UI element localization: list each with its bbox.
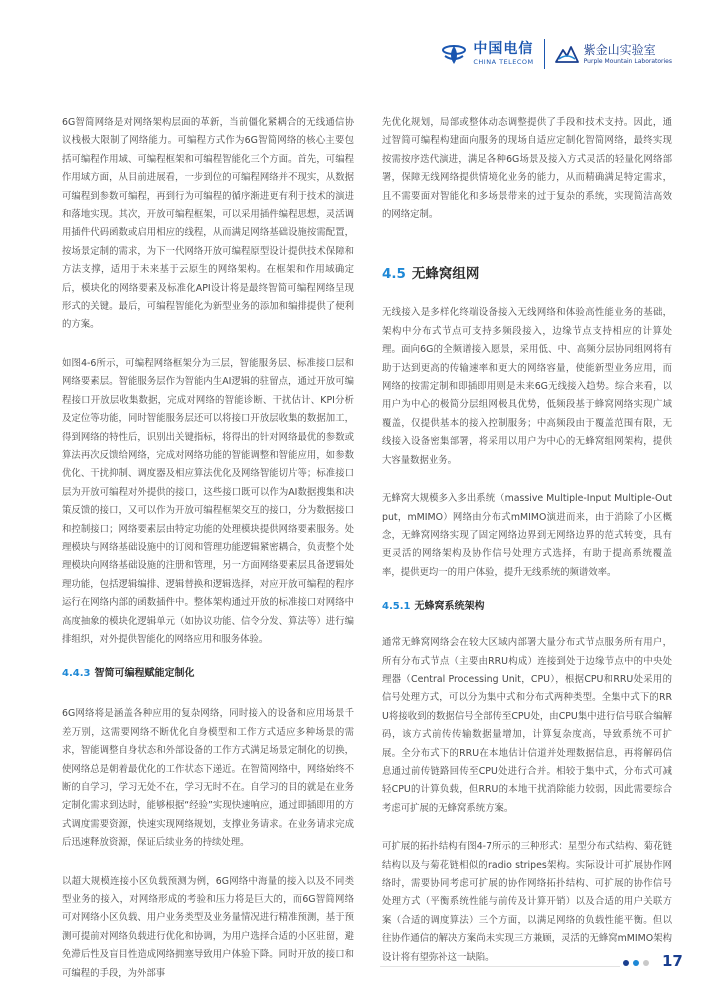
paragraph: 可扩展的拓扑结构有图4-7所示的三种形式：星型分布式结构、菊花链结构以及与菊花链相似的radio stripes架构。实际设计可扩展协作网络时，需要协同考虑可扩展的协作网络拓扑结构、可扩展的协作信号处理方式（平衡系统性能与前传及计算开销）以及合适的用户关联方案（合适的调度算法）三个方面，以满足网络的负载性能平衡。但以往协作通信的解决方案尚未实现三方兼顾，灵活的无蜂窝mMIMO架构设计将有望弥补这一缺陷。 xyxy=(382,841,672,963)
paragraph: 无蜂窝大规模多入多出系统（massive Multiple-Input Multiple-Output，mMIMO）网络由分布式mMIMO演进而来，由于消除了小区概念，无蜂窝网络实现了固定网络边界到无网络边界的范式转变，具有更灵活的网络架构及协作信号处理方式选择，有助于提高系统覆盖率，提供更均一的用户体验，提升无线系统的频谱效率。 xyxy=(382,493,672,578)
china-telecom-name-en: CHINA TELECOM xyxy=(473,58,534,67)
subsection-title: 智简可编程赋能定制化 xyxy=(94,668,195,680)
footer-dot xyxy=(623,960,629,966)
right-column xyxy=(382,114,672,967)
footer-dot xyxy=(643,960,649,966)
left-column xyxy=(62,114,354,983)
paragraph: 如图4-6所示，可编程网络框架分为三层，智能服务层、标准接口层和网络要素层。智能服务层作为智能内生AI逻辑的驻留点，通过开放可编程接口开放层收集数据，完成对网络的智能诊断、干扰估计、KPI分析及定位等功能，同时智能服务层还可以将接口开放层收集的数据加工，得到网络的特性后，识别出关键指标，将得出的针对网络最优的参数或算法再次反馈给网络，完成对网络功能的智能调整和智能应用，如参数优化、干扰抑制、调度器及相应算法优化及网络智能切片等；标准接口层为开放可编程对外提供的接口，这些接口既可以作为AI数据搜集和决策反馈的接口，又可以作为开放可编程框架交互的接口，分为数据接口和控制接口；网络要素层由特定功能的处理模块提供网络要素服务。处理模块与网络基础设施中的订阅和管理功能逻辑紧密耦合，负责整个处理模块向网络基础设施的注册和管理，另一方面网络要素层具备逻辑处理功能，包括逻辑编排、逻辑替换和逻辑选择，对应开放可编程的程序运行在网络内部的函数插件中。整体架构通过开放的标准接口对网络中高度抽象的模块化逻辑单元（如协议功能、信令分发、算法等）进行编排组织，对外提供智能化的网络应用和服务体验。 xyxy=(62,357,354,645)
paragraph: 以超大规模连接小区负载预测为例，6G网络中海量的接入以及不同类型业务的接入，对网络形成的考验和压力将是巨大的，而6G智简网络可对网络小区负载、用户业务类型及业务量情况进行精准预测，基于预测可提前对网络负载进行优化和协调，为用户选择合适的小区驻留，避免滞后性及盲目性造成网络拥塞导致用户体验下降。同时开放的接口和可编程的手段，为外部事 xyxy=(62,875,354,979)
china-telecom-emblem-icon xyxy=(441,42,467,66)
pagination-dots xyxy=(623,960,649,966)
purple-mountain-emblem-icon xyxy=(555,43,579,65)
paragraph: 先优化规划，局部或整体动态调整提供了手段和技术支持。因此，通过智简可编程构建面向服务的现场自适应定制化智简网络，最终实现按需按序迭代演进，满足各种6G场景及接入方式灵活的轻量化网络部署，保障无线网络提供情境化业务的能力，从而精确满足特定需求，且不需要面对智能化和多场景带来的过于复杂的系统，实现简洁高效的网络定制。 xyxy=(382,117,672,221)
footer-dot xyxy=(633,960,639,966)
paragraph: 6G网络将是涵盖各种应用的复杂网络，同时接入的设备和应用场景千差万别，这需要网络不断优化自身模型和工作方式适应多种场景的需求，智能调整自身状态和外部设备的工作方式满足场景定制化的切换，使网络总是朝着最优化的工作状态下递近。在智简网络中，网络始终不断的自学习，学习无处不在，学习无时不在。自学习的目的就是在业务定制化需求到达时，能够根据“经验”实现快速响应，通过即插即用的方式调度需要资源，快速实现网络规划，支撑业务请求。在业务请求完成后迅速释放资源，保证后续业务的持续处理。 xyxy=(62,708,354,849)
logo-divider xyxy=(544,39,545,69)
purple-mountain-name-en: Purple Mountain Laboratories xyxy=(583,57,672,65)
section-heading-4-5 xyxy=(382,264,672,284)
subsection-title: 无蜂窝系统架构 xyxy=(414,601,485,613)
china-telecom-name-cn: 中国电信 xyxy=(473,41,534,58)
purple-mountain-name-cn: 紫金山实验室 xyxy=(583,42,656,57)
footer-rule xyxy=(380,966,620,967)
subsection-heading-4-4-3 xyxy=(62,665,354,683)
paragraph: 无线接入是多样化终端设备接入无线网络和体验高性能业务的基础，架构中分布式节点可支持多频段接入，边缘节点支持相应的计算处理。面向6G的全频谱接入愿景，采用低、中、高频分层协同组网将有助于达到更高的传输速率和更大的网络容量，使能新型业务应用，而网络的按需定制和即插即用则是未来6G无线接入趋势。综合来看，以用户为中心的极简分层组网极具优势，低频段基于蜂窝网络实现广域覆盖，仅提供基本的接入控制服务；中高频段由于覆盖范围有限，无线接入设备密集部署，将采用以用户为中心的无蜂窝组网架构，提供大容量数据业务。 xyxy=(382,307,672,466)
purple-mountain-logo xyxy=(555,43,672,65)
header-logos xyxy=(441,34,672,74)
section-title: 无蜂窝组网 xyxy=(411,266,480,283)
subsection-number: 4.5.1 xyxy=(382,601,411,613)
subsection-heading-4-5-1 xyxy=(382,598,672,616)
section-number: 4.5 xyxy=(382,266,406,283)
china-telecom-logo xyxy=(441,42,533,66)
paragraph: 通常无蜂窝网络会在较大区域内部署大量分布式节点服务所有用户，所有分布式节点（主要由RRU构成）连接到处于边缘节点中的中央处理器（Central Processing Unit，CPU），根据CPU和RRU处采用的信号处理方式，可以分为集中式和分布式两种类型。全集中式下的RRU将接收到的数据信号全部传至CPU处，由CPU集中进行信号联合编解码，该方式前传传输数据量增加，计算复杂度高，导致系统不可扩展。全分布式下的RRU在本地估计信道并处理数据信息，再将解码信息通过前传链路回传至CPU处进行合并。相较于集中式，分布式可减轻CPU的计算负载，但RRU的本地干扰消除能力较弱，因此需要综合考虑可扩展的无蜂窝系统方案。 xyxy=(382,637,672,814)
subsection-number: 4.4.3 xyxy=(62,668,91,680)
paragraph: 6G智简网络是对网络架构层面的革新，当前僵化紧耦合的无线通信协议栈极大限制了网络能力。可编程方式作为6G智简网络的核心主要包括可编程作用域、可编程框架和可编程智能化三个方面。首先，可编程作用域方面，从目前进展看，一步到位的可编程网络并不现实，从数据可编程到参数可编程，再到行为可编程的循序渐进更有利于技术的演进和落地实现。其次，开放可编程框架，可以采用插件编程思想，灵活调用插件代码函数或启用相应的线程，从而满足网络基础设施按需配置，按场景定制的需求，为下一代网络开放可编程原型设计提供技术保障和方法支撑，适用于未来基于云原生的网络架构。在框架和作用域确定后，模块化的网络要素及标准化API设计将是最终智简可编程网络呈现形式的关键。最后，可编程智能化为新型业务的添加和编排提供了便利的方案。 xyxy=(62,117,354,331)
page-number: 17 xyxy=(662,952,683,970)
